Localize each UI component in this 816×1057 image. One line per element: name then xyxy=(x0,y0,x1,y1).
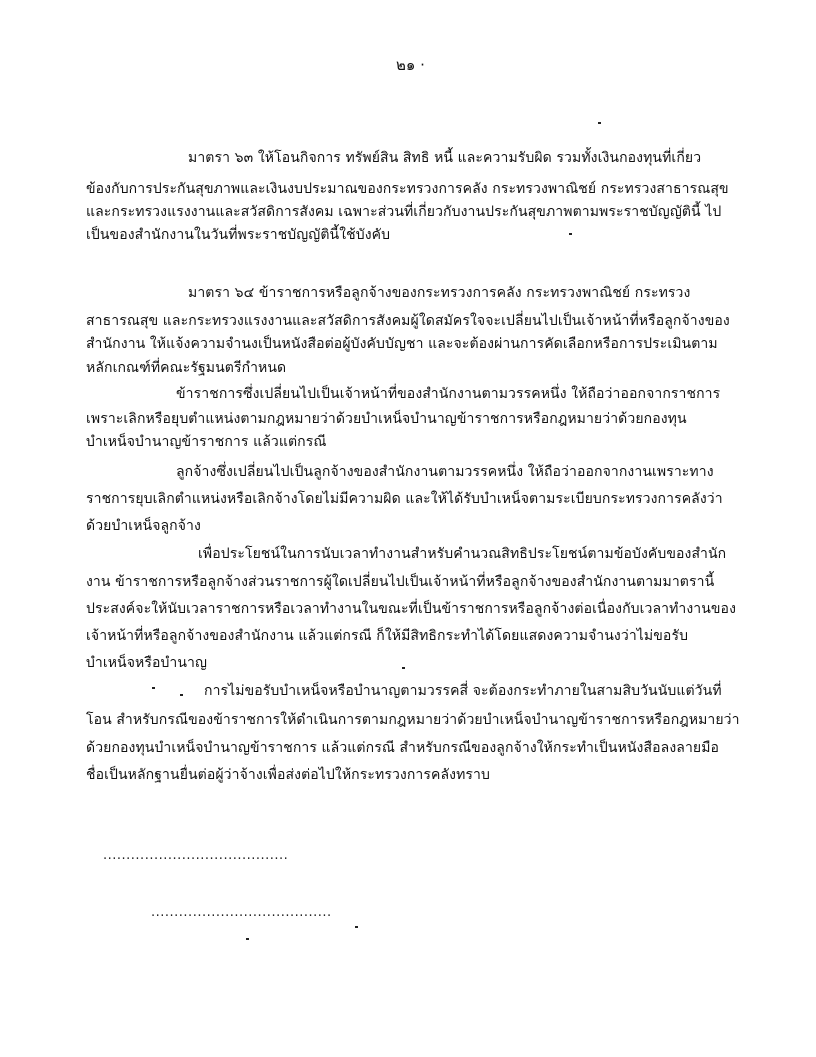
signature-dotted-line: ........................................ xyxy=(103,848,289,863)
text-line: ประสงค์จะให้นับเวลาราชการหรือเวลาทำงานในขณะที่เป็นข้าราชการหรือลูกจ้างต่อเนื่องกับเวลาทำงานของ xyxy=(86,601,737,617)
scan-speck xyxy=(246,938,249,940)
page-number: ๒๑ · xyxy=(396,56,425,74)
text-line: ข้องกับการประกันสุขภาพและเงินงบประมาณของกระทรวงการคลัง กระทรวงพาณิชย์ กระทรวงสาธารณสุข xyxy=(86,181,729,197)
text-line: เพื่อประโยชน์ในการนับเวลาทำงานสำหรับคำนวณสิทธิประโยชน์ตามข้อบังคับของสำนัก xyxy=(198,546,727,562)
text-line: บำเหน็จบำนาญข้าราชการ แล้วแต่กรณี xyxy=(86,434,327,450)
scan-speck xyxy=(402,667,405,669)
scan-speck xyxy=(355,926,358,928)
text-line: ด้วยบำเหน็จลูกจ้าง xyxy=(86,518,201,534)
text-line: สำนักงาน ให้แจ้งความจำนงเป็นหนังสือต่อผู้บังคับบัญชา และจะต้องผ่านการคัดเลือกหรือการประเมินตาม xyxy=(86,336,718,352)
text-line: ชื่อเป็นหลักฐานยื่นต่อผู้ว่าจ้างเพื่อส่งต่อไปให้กระทรวงการคลังทราบ xyxy=(86,767,490,783)
text-line: มาตรา ๖๔ ข้าราชการหรือลูกจ้างของกระทรวงการคลัง กระทรวงพาณิชย์ กระทรวง xyxy=(188,285,691,301)
text-line: สาธารณสุข และกระทรวงแรงงานและสวัสดิการสังคมผู้ใดสมัครใจจะเปลี่ยนไปเป็นเจ้าหน้าที่หรือลูกจ้างของ xyxy=(86,313,730,329)
scan-speck xyxy=(180,694,183,696)
text-line: หลักเกณฑ์ที่คณะรัฐมนตรีกำหนด xyxy=(86,360,287,376)
scan-speck xyxy=(598,122,601,124)
text-line: เพราะเลิกหรือยุบตำแหน่งตามกฎหมายว่าด้วยบำเหน็จบำนาญข้าราชการหรือกฎหมายว่าด้วยกองทุน xyxy=(86,411,687,427)
text-line: ด้วยกองทุนบำเหน็จบำนาญข้าราชการ แล้วแต่กรณี สำหรับกรณีของลูกจ้างให้กระทำเป็นหนังสือลงลายมือ xyxy=(86,740,720,756)
text-line: บำเหน็จหรือบำนาญ xyxy=(86,655,207,671)
text-line: ลูกจ้างซึ่งเปลี่ยนไปเป็นลูกจ้างของสำนักงานตามวรรคหนึ่ง ให้ถือว่าออกจากงานเพราะทาง xyxy=(176,464,714,480)
text-line: การไม่ขอรับบำเหน็จหรือบำนาญตามวรรคสี่ จะต้องกระทำภายในสามสิบวันนับแต่วันที่ xyxy=(204,683,722,699)
scan-speck xyxy=(152,687,155,689)
text-line: มาตรา ๖๓ ให้โอนกิจการ ทรัพย์สิน สิทธิ หนี้ และความรับผิด รวมทั้งเงินกองทุนที่เกี่ยว xyxy=(188,150,702,166)
text-line: ข้าราชการซึ่งเปลี่ยนไปเป็นเจ้าหน้าที่ของสำนักงานตามวรรคหนึ่ง ให้ถือว่าออกจากราชการ xyxy=(176,386,721,402)
text-line: ราชการยุบเลิกตำแหน่งหรือเลิกจ้างโดยไม่มีความผิด และให้ได้รับบำเหน็จตามระเบียบกระทรวงการคลังว่า xyxy=(86,491,723,507)
text-line: งาน ข้าราชการหรือลูกจ้างส่วนราชการผู้ใดเปลี่ยนไปเป็นเจ้าหน้าที่หรือลูกจ้างของสำนักงานตามมาตรานี้ xyxy=(86,574,715,590)
text-line: เจ้าหน้าที่หรือลูกจ้างของสำนักงาน แล้วแต่กรณี ก็ให้มีสิทธิกระทำได้โดยแสดงความจำนงว่าไม่ขอรับ xyxy=(86,628,689,644)
text-line: และกระทรวงแรงงานและสวัสดิการสังคม เฉพาะส่วนที่เกี่ยวกับงานประกันสุขภาพตามพระราชบัญญัตินี้ ไป xyxy=(86,204,722,220)
text-line: โอน สำหรับกรณีของข้าราชการให้ดำเนินการตามกฎหมายว่าด้วยบำเหน็จบำนาญข้าราชการหรือกฎหมายว่า xyxy=(86,712,740,728)
text-line: เป็นของสำนักงานในวันที่พระราชบัญญัตินี้ใช้บังคับ xyxy=(86,227,391,243)
signature-dotted-line: ....................................... xyxy=(151,905,332,920)
scan-speck xyxy=(569,233,572,235)
